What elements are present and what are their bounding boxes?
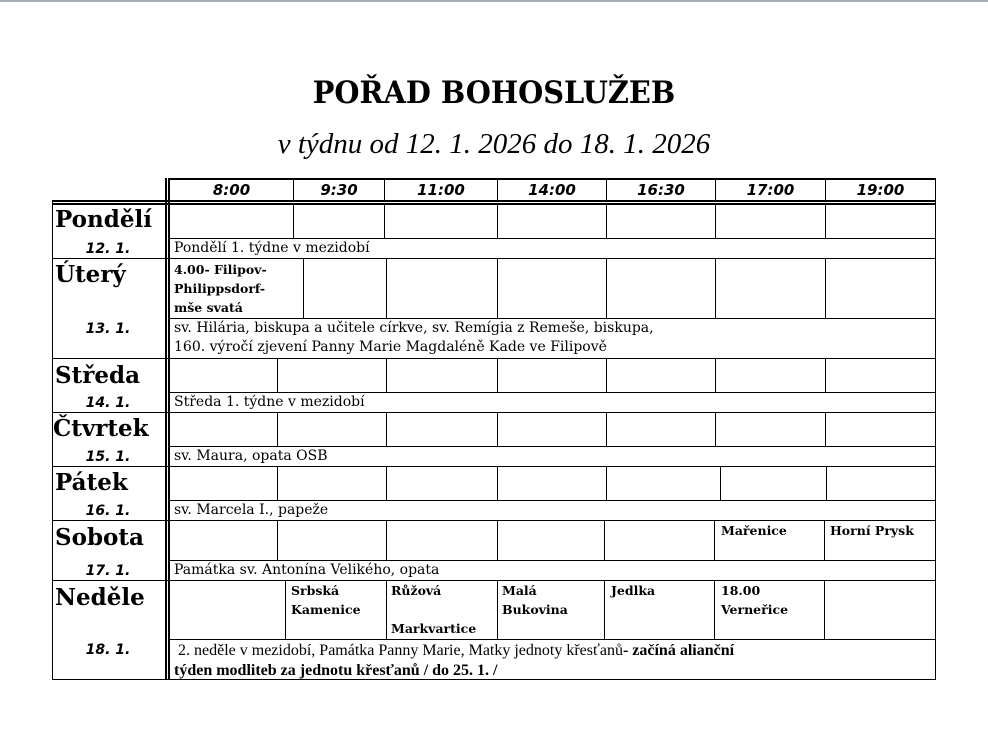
cell-divider bbox=[715, 258, 716, 318]
cell-divider bbox=[720, 466, 721, 500]
day-separator bbox=[52, 412, 936, 413]
feast-wednesday: Středa 1. týdne v mezidobí bbox=[174, 394, 365, 410]
document-subtitle: v týdnu od 12. 1. 2026 do 18. 1. 2026 bbox=[277, 128, 711, 160]
cell-divider bbox=[293, 205, 294, 238]
day-separator bbox=[52, 580, 936, 581]
service-sunday-9-30-line1: Srbská bbox=[291, 583, 340, 598]
feast-tuesday-line1: sv. Hilária, biskupa a učitele církve, sv. Remígia z Remeše, biskupa, bbox=[174, 320, 654, 336]
day-date-sunday: 18. 1. bbox=[85, 642, 131, 658]
time-header-8-00: 8:00 bbox=[212, 181, 251, 199]
cell-divider bbox=[497, 205, 498, 238]
cell-divider bbox=[826, 466, 827, 500]
time-header-16-30: 16:30 bbox=[637, 181, 685, 199]
service-sunday-11-00-line2: Markvartice bbox=[391, 621, 477, 636]
service-sunday-17-00-line2: Verneřice bbox=[721, 602, 789, 617]
service-tuesday-8-00-line1: 4.00- Filipov- bbox=[174, 262, 267, 277]
cell-divider bbox=[384, 205, 385, 238]
cell-divider bbox=[606, 258, 607, 318]
cell-divider bbox=[824, 520, 825, 560]
cell-divider bbox=[386, 258, 387, 318]
cell-divider bbox=[606, 205, 607, 238]
cell-divider bbox=[714, 520, 715, 560]
feast-sunday bbox=[174, 641, 934, 681]
day-separator bbox=[52, 520, 936, 521]
cell-divider bbox=[715, 358, 716, 392]
service-sunday-14-00-line1: Malá bbox=[502, 583, 537, 598]
day-name-saturday: Sobota bbox=[55, 524, 144, 551]
cell-divider bbox=[386, 580, 387, 639]
cell-divider bbox=[277, 466, 278, 500]
feast-sunday-bold-1: - začíná alianční bbox=[622, 642, 735, 659]
feast-monday: Pondělí 1. týdne v mezidobí bbox=[174, 240, 370, 256]
service-sunday-17-00-line1: 18.00 bbox=[721, 583, 761, 598]
feast-sunday-bold-2: týden modliteb za jednotu křesťanů / do 25. 1. / bbox=[174, 662, 498, 679]
cell-divider bbox=[825, 205, 826, 238]
day-name-sunday: Neděle bbox=[55, 584, 145, 611]
service-sunday-11-00-line1: Růžová bbox=[391, 583, 442, 598]
cell-divider bbox=[277, 358, 278, 392]
feast-sunday-plain: 2. neděle v mezidobí, Památka Panny Marie, Matky jednoty křesťanů bbox=[178, 642, 623, 659]
feast-friday: sv. Marcela I., papeže bbox=[174, 502, 329, 518]
cell-divider bbox=[825, 258, 826, 318]
day-separator bbox=[52, 466, 936, 467]
service-sunday-9-30-line2: Kamenice bbox=[291, 602, 361, 617]
time-header-14-00: 14:00 bbox=[528, 181, 576, 199]
cell-divider bbox=[715, 205, 716, 238]
day-date-thursday: 15. 1. bbox=[85, 449, 131, 465]
day-date-saturday: 17. 1. bbox=[85, 563, 131, 579]
cell-divider bbox=[714, 580, 715, 639]
day-separator bbox=[52, 358, 936, 359]
time-header-11-00: 11:00 bbox=[417, 181, 465, 199]
day-name-wednesday: Středa bbox=[55, 362, 140, 389]
cell-divider bbox=[277, 520, 278, 560]
day-column-divider-2 bbox=[168, 178, 170, 680]
day-date-wednesday: 14. 1. bbox=[85, 395, 131, 411]
service-tuesday-8-00-line2: Philippsdorf- bbox=[174, 281, 266, 296]
time-header-17-00: 17:00 bbox=[746, 181, 795, 199]
cell-divider bbox=[285, 580, 286, 639]
document-title: POŘAD BOHOSLUŽEB bbox=[312, 75, 676, 111]
cell-divider bbox=[825, 358, 826, 392]
cell-divider bbox=[715, 412, 716, 446]
cell-divider bbox=[497, 520, 498, 560]
day-date-tuesday: 13. 1. bbox=[85, 321, 131, 337]
day-name-thursday: Čtvrtek bbox=[53, 415, 149, 442]
day-name-monday: Pondělí bbox=[55, 206, 152, 233]
cell-divider bbox=[824, 580, 825, 639]
feast-tuesday-line2: 160. výročí zjevení Panny Marie Magdaléně Kade ve Filipově bbox=[174, 339, 607, 355]
cell-divider bbox=[497, 358, 498, 392]
cell-divider bbox=[497, 466, 498, 500]
cell-divider bbox=[497, 412, 498, 446]
service-sunday-16-30: Jedlka bbox=[611, 583, 656, 598]
cell-divider bbox=[497, 258, 498, 318]
cell-divider bbox=[604, 580, 605, 639]
cell-divider bbox=[606, 412, 607, 446]
header-bottom-border bbox=[52, 200, 936, 202]
feast-thursday: sv. Maura, opata OSB bbox=[174, 448, 328, 464]
day-date-monday: 12. 1. bbox=[85, 241, 131, 257]
service-saturday-19-00: Horní Prysk bbox=[830, 523, 914, 538]
day-name-tuesday: Úterý bbox=[55, 261, 126, 288]
service-saturday-17-00: Mařenice bbox=[721, 523, 787, 538]
cell-divider bbox=[606, 358, 607, 392]
day-date-friday: 16. 1. bbox=[85, 503, 131, 519]
day-name-friday: Pátek bbox=[55, 469, 128, 496]
feast-separator bbox=[168, 639, 936, 640]
cell-divider bbox=[386, 520, 387, 560]
header-bottom-border-2 bbox=[52, 203, 936, 205]
cell-divider bbox=[303, 258, 304, 318]
feast-saturday: Památka sv. Antonína Velikého, opata bbox=[174, 562, 440, 578]
cell-divider bbox=[497, 580, 498, 639]
cell-divider bbox=[386, 358, 387, 392]
time-header-19-00: 19:00 bbox=[856, 181, 905, 199]
service-sunday-14-00-line2: Bukovina bbox=[502, 602, 568, 617]
cell-divider bbox=[604, 520, 605, 560]
day-column-divider bbox=[165, 178, 167, 680]
day-separator bbox=[52, 258, 936, 259]
time-header-9-30: 9:30 bbox=[320, 181, 358, 199]
cell-divider bbox=[277, 412, 278, 446]
table-right-border bbox=[935, 178, 936, 680]
service-tuesday-8-00-line3: mše svatá bbox=[174, 300, 243, 315]
cell-divider bbox=[606, 466, 607, 500]
cell-divider bbox=[386, 412, 387, 446]
cell-divider bbox=[825, 412, 826, 446]
cell-divider bbox=[386, 466, 387, 500]
